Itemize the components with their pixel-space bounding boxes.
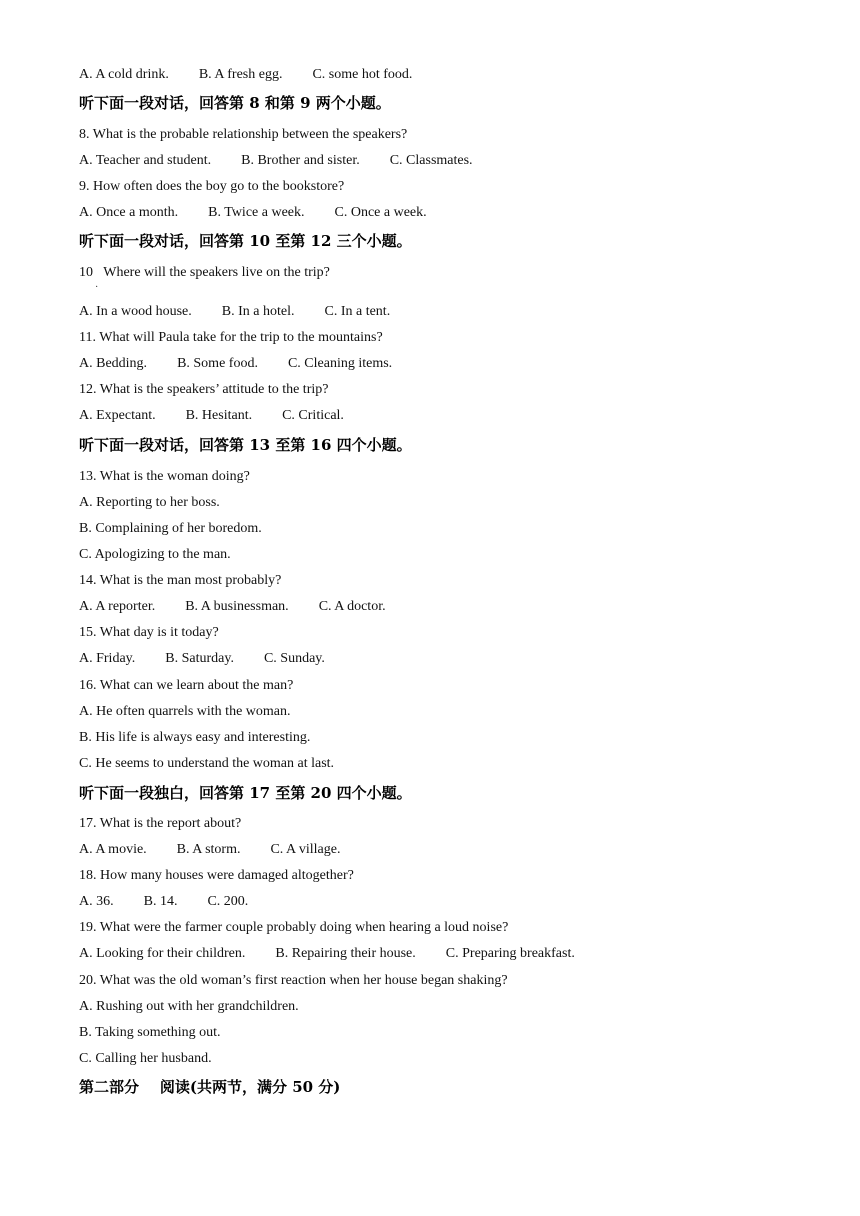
options-row (79, 303, 390, 321)
answer-option: C. 200. (207, 894, 249, 909)
options-row (79, 407, 344, 425)
answer-option: C. Once a week. (334, 205, 427, 220)
answer-option: C. Calling her husband. (79, 1051, 212, 1066)
answer-option: B. In a hotel. (221, 304, 295, 319)
answer-option: B. Complaining of her boredom. (79, 521, 262, 536)
answer-option: C. A doctor. (318, 599, 386, 614)
question-text: 8. What is the probable relationship between the speakers? (79, 127, 408, 142)
answer-option: A. Teacher and student. (79, 153, 212, 168)
answer-option: A. Friday. (79, 651, 136, 666)
answer-option: C. Sunday. (263, 651, 325, 666)
answer-option: C. A village. (270, 842, 341, 857)
answer-option: A. Bedding. (79, 356, 148, 371)
answer-option: B. Some food. (177, 356, 258, 371)
answer-option: B. 14. (143, 894, 178, 909)
section-heading: 听下面一段独白，回答第 17 至第 20 四个小题。 (79, 784, 412, 802)
answer-option: C. Critical. (282, 408, 344, 423)
options-row (79, 355, 392, 373)
answer-option: A. Rushing out with her grandchildren. (79, 999, 299, 1014)
answer-option: B. A fresh egg. (198, 67, 283, 82)
answer-option: A. Once a month. (79, 205, 179, 220)
answer-option: C. Apologizing to the man. (79, 547, 231, 562)
question-text: 9. How often does the boy go to the bookstore? (79, 179, 345, 194)
answer-option: B. Saturday. (165, 651, 234, 666)
question-text: 20. What was the old woman’s first reaction when her house began shaking? (79, 973, 508, 988)
answer-option: A. 36. (79, 894, 114, 909)
answer-option: B. Hesitant. (185, 408, 253, 423)
options-row (79, 650, 325, 668)
answer-option: A. Reporting to her boss. (79, 495, 220, 510)
question-text: 15. What day is it today? (79, 625, 219, 640)
section-heading: 听下面一段对话，回答第 8 和第 9 两个小题。 (79, 94, 391, 112)
answer-option: B. A businessman. (185, 599, 289, 614)
stray-dot: · (95, 282, 99, 293)
answer-option: C. He seems to understand the woman at last. (79, 756, 335, 771)
options-row (79, 841, 340, 859)
options-row (79, 66, 412, 84)
answer-option: B. Taking something out. (79, 1025, 221, 1040)
answer-option: A. He often quarrels with the woman. (79, 704, 291, 719)
question-text: 10 Where will the speakers live on the trip? (79, 265, 330, 280)
options-row (79, 204, 427, 222)
question-text: 11. What will Paula take for the trip to the mountains? (79, 330, 383, 345)
answer-option: A. Expectant. (79, 408, 156, 423)
question-text: 18. How many houses were damaged altogether? (79, 868, 354, 883)
question-text: 12. What is the speakers’ attitude to the trip? (79, 382, 329, 397)
options-row (79, 945, 575, 963)
question-text: 19. What were the farmer couple probably doing when hearing a loud noise? (79, 920, 509, 935)
answer-option: B. Brother and sister. (241, 153, 360, 168)
section-heading: 第二部分 阅读(共两节，满分 50 分) (79, 1078, 341, 1096)
answer-option: B. His life is always easy and interesting. (79, 730, 311, 745)
answer-option: A. A movie. (79, 842, 147, 857)
options-row (79, 598, 386, 616)
answer-option: A. In a wood house. (79, 304, 192, 319)
answer-option: C. Preparing breakfast. (445, 946, 575, 961)
answer-option: B. A storm. (176, 842, 241, 857)
question-text: 16. What can we learn about the man? (79, 678, 294, 693)
answer-option: C. Cleaning items. (287, 356, 393, 371)
answer-option: B. Repairing their house. (275, 946, 416, 961)
answer-option: A. A reporter. (79, 599, 156, 614)
options-row (79, 893, 248, 911)
options-row (79, 152, 473, 170)
section-heading: 听下面一段对话，回答第 10 至第 12 三个小题。 (79, 232, 412, 250)
question-text: 17. What is the report about? (79, 816, 242, 831)
answer-option: A. A cold drink. (79, 67, 169, 82)
answer-option: C. Classmates. (389, 153, 473, 168)
question-text: 14. What is the man most probably? (79, 573, 282, 588)
answer-option: C. In a tent. (324, 304, 391, 319)
answer-option: C. some hot food. (312, 67, 413, 82)
question-text: 13. What is the woman doing? (79, 469, 250, 484)
section-heading: 听下面一段对话，回答第 13 至第 16 四个小题。 (79, 436, 412, 454)
answer-option: A. Looking for their children. (79, 946, 246, 961)
answer-option: B. Twice a week. (208, 205, 305, 220)
